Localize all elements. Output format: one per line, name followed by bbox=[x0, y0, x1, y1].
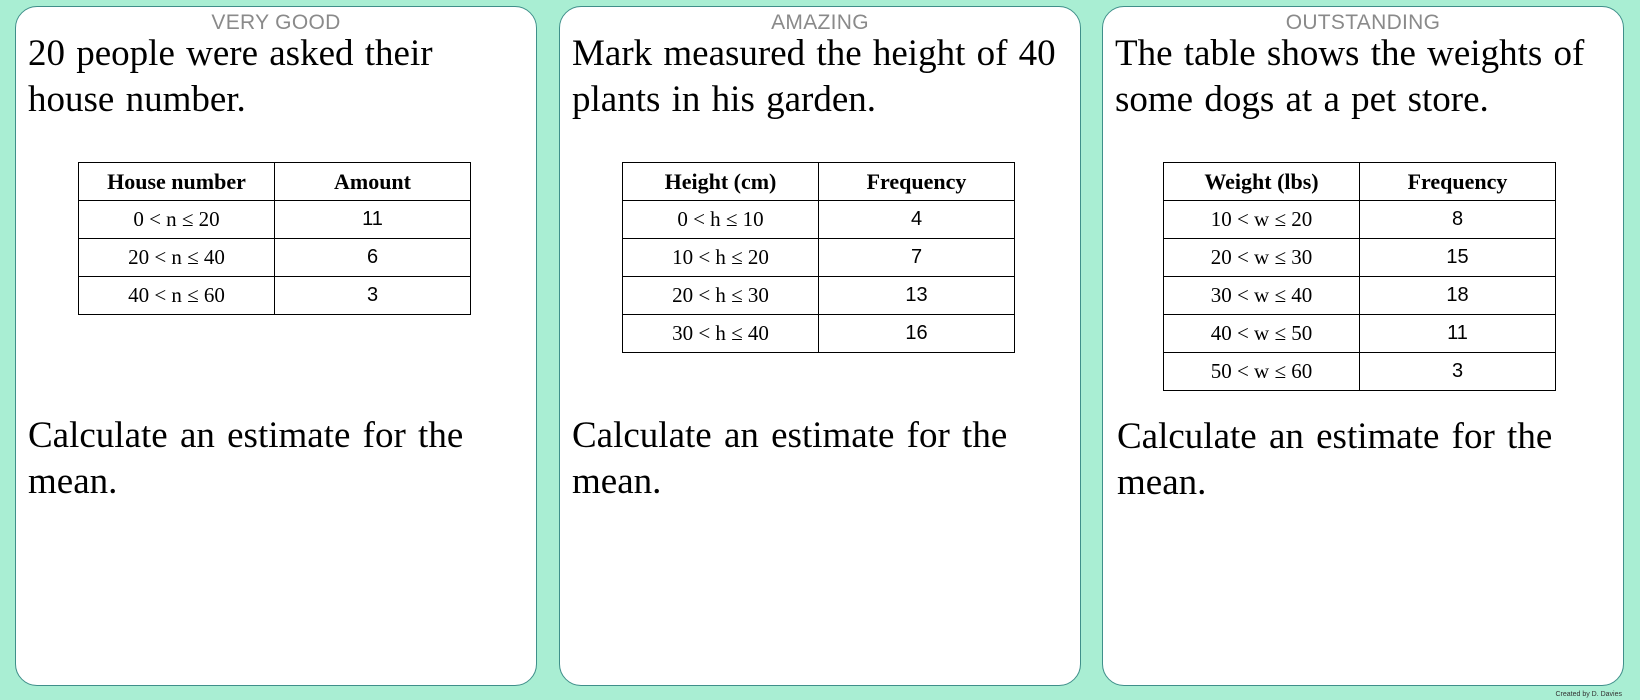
table-row bbox=[1164, 277, 1556, 315]
interval-cell: 40 < n ≤ 60 bbox=[79, 277, 275, 315]
frequency-table bbox=[622, 162, 1015, 353]
table-header-row bbox=[623, 163, 1015, 201]
count-cell: 8 bbox=[1360, 201, 1556, 239]
table-header: Height (cm) bbox=[623, 163, 819, 201]
difficulty-label: AMAZING bbox=[771, 11, 869, 34]
interval-cell: 30 < h ≤ 40 bbox=[623, 315, 819, 353]
question-intro: 20 people were asked their house number. bbox=[28, 33, 433, 120]
table-header-row bbox=[79, 163, 471, 201]
frequency-table bbox=[78, 162, 471, 315]
question-prompt: Calculate an estimate for the mean. bbox=[28, 415, 464, 502]
count-cell: 13 bbox=[819, 277, 1015, 315]
difficulty-label: OUTSTANDING bbox=[1285, 11, 1441, 34]
question-card-very-good bbox=[15, 6, 537, 686]
interval-cell: 20 < w ≤ 30 bbox=[1164, 239, 1360, 277]
table-header: House number bbox=[79, 163, 275, 201]
interval-cell: 40 < w ≤ 50 bbox=[1164, 315, 1360, 353]
question-prompt: Calculate an estimate for the mean. bbox=[1117, 416, 1553, 503]
count-cell: 6 bbox=[275, 239, 471, 277]
difficulty-label: VERY GOOD bbox=[211, 11, 341, 34]
table-row bbox=[79, 277, 471, 315]
table-row bbox=[1164, 201, 1556, 239]
table-header: Frequency bbox=[819, 163, 1015, 201]
frequency-table bbox=[1163, 162, 1556, 391]
table-row bbox=[623, 239, 1015, 277]
count-cell: 3 bbox=[275, 277, 471, 315]
table-header-row bbox=[1164, 163, 1556, 201]
interval-cell: 20 < n ≤ 40 bbox=[79, 239, 275, 277]
table-header: Weight (lbs) bbox=[1164, 163, 1360, 201]
table-row bbox=[623, 277, 1015, 315]
table-row bbox=[1164, 239, 1556, 277]
interval-cell: 30 < w ≤ 40 bbox=[1164, 277, 1360, 315]
count-cell: 15 bbox=[1360, 239, 1556, 277]
interval-cell: 0 < n ≤ 20 bbox=[79, 201, 275, 239]
table-row bbox=[1164, 353, 1556, 391]
interval-cell: 0 < h ≤ 10 bbox=[623, 201, 819, 239]
table-row bbox=[623, 201, 1015, 239]
count-cell: 11 bbox=[1360, 315, 1556, 353]
interval-cell: 10 < w ≤ 20 bbox=[1164, 201, 1360, 239]
table-header: Amount bbox=[275, 163, 471, 201]
interval-cell: 20 < h ≤ 30 bbox=[623, 277, 819, 315]
count-cell: 18 bbox=[1360, 277, 1556, 315]
table-row bbox=[1164, 315, 1556, 353]
question-intro: Mark measured the height of 40 plants in his garden. bbox=[572, 33, 1056, 120]
count-cell: 3 bbox=[1360, 353, 1556, 391]
count-cell: 7 bbox=[819, 239, 1015, 277]
count-cell: 4 bbox=[819, 201, 1015, 239]
table-row bbox=[79, 201, 471, 239]
author-credit: Created by D. Davies bbox=[1555, 691, 1622, 698]
count-cell: 11 bbox=[275, 201, 471, 239]
interval-cell: 10 < h ≤ 20 bbox=[623, 239, 819, 277]
interval-cell: 50 < w ≤ 60 bbox=[1164, 353, 1360, 391]
table-row bbox=[623, 315, 1015, 353]
question-card-outstanding bbox=[1102, 6, 1624, 686]
question-intro: The table shows the weights of some dogs at a pet store. bbox=[1115, 33, 1585, 120]
table-row bbox=[79, 239, 471, 277]
question-prompt: Calculate an estimate for the mean. bbox=[572, 415, 1008, 502]
count-cell: 16 bbox=[819, 315, 1015, 353]
table-header: Frequency bbox=[1360, 163, 1556, 201]
question-card-amazing bbox=[559, 6, 1081, 686]
